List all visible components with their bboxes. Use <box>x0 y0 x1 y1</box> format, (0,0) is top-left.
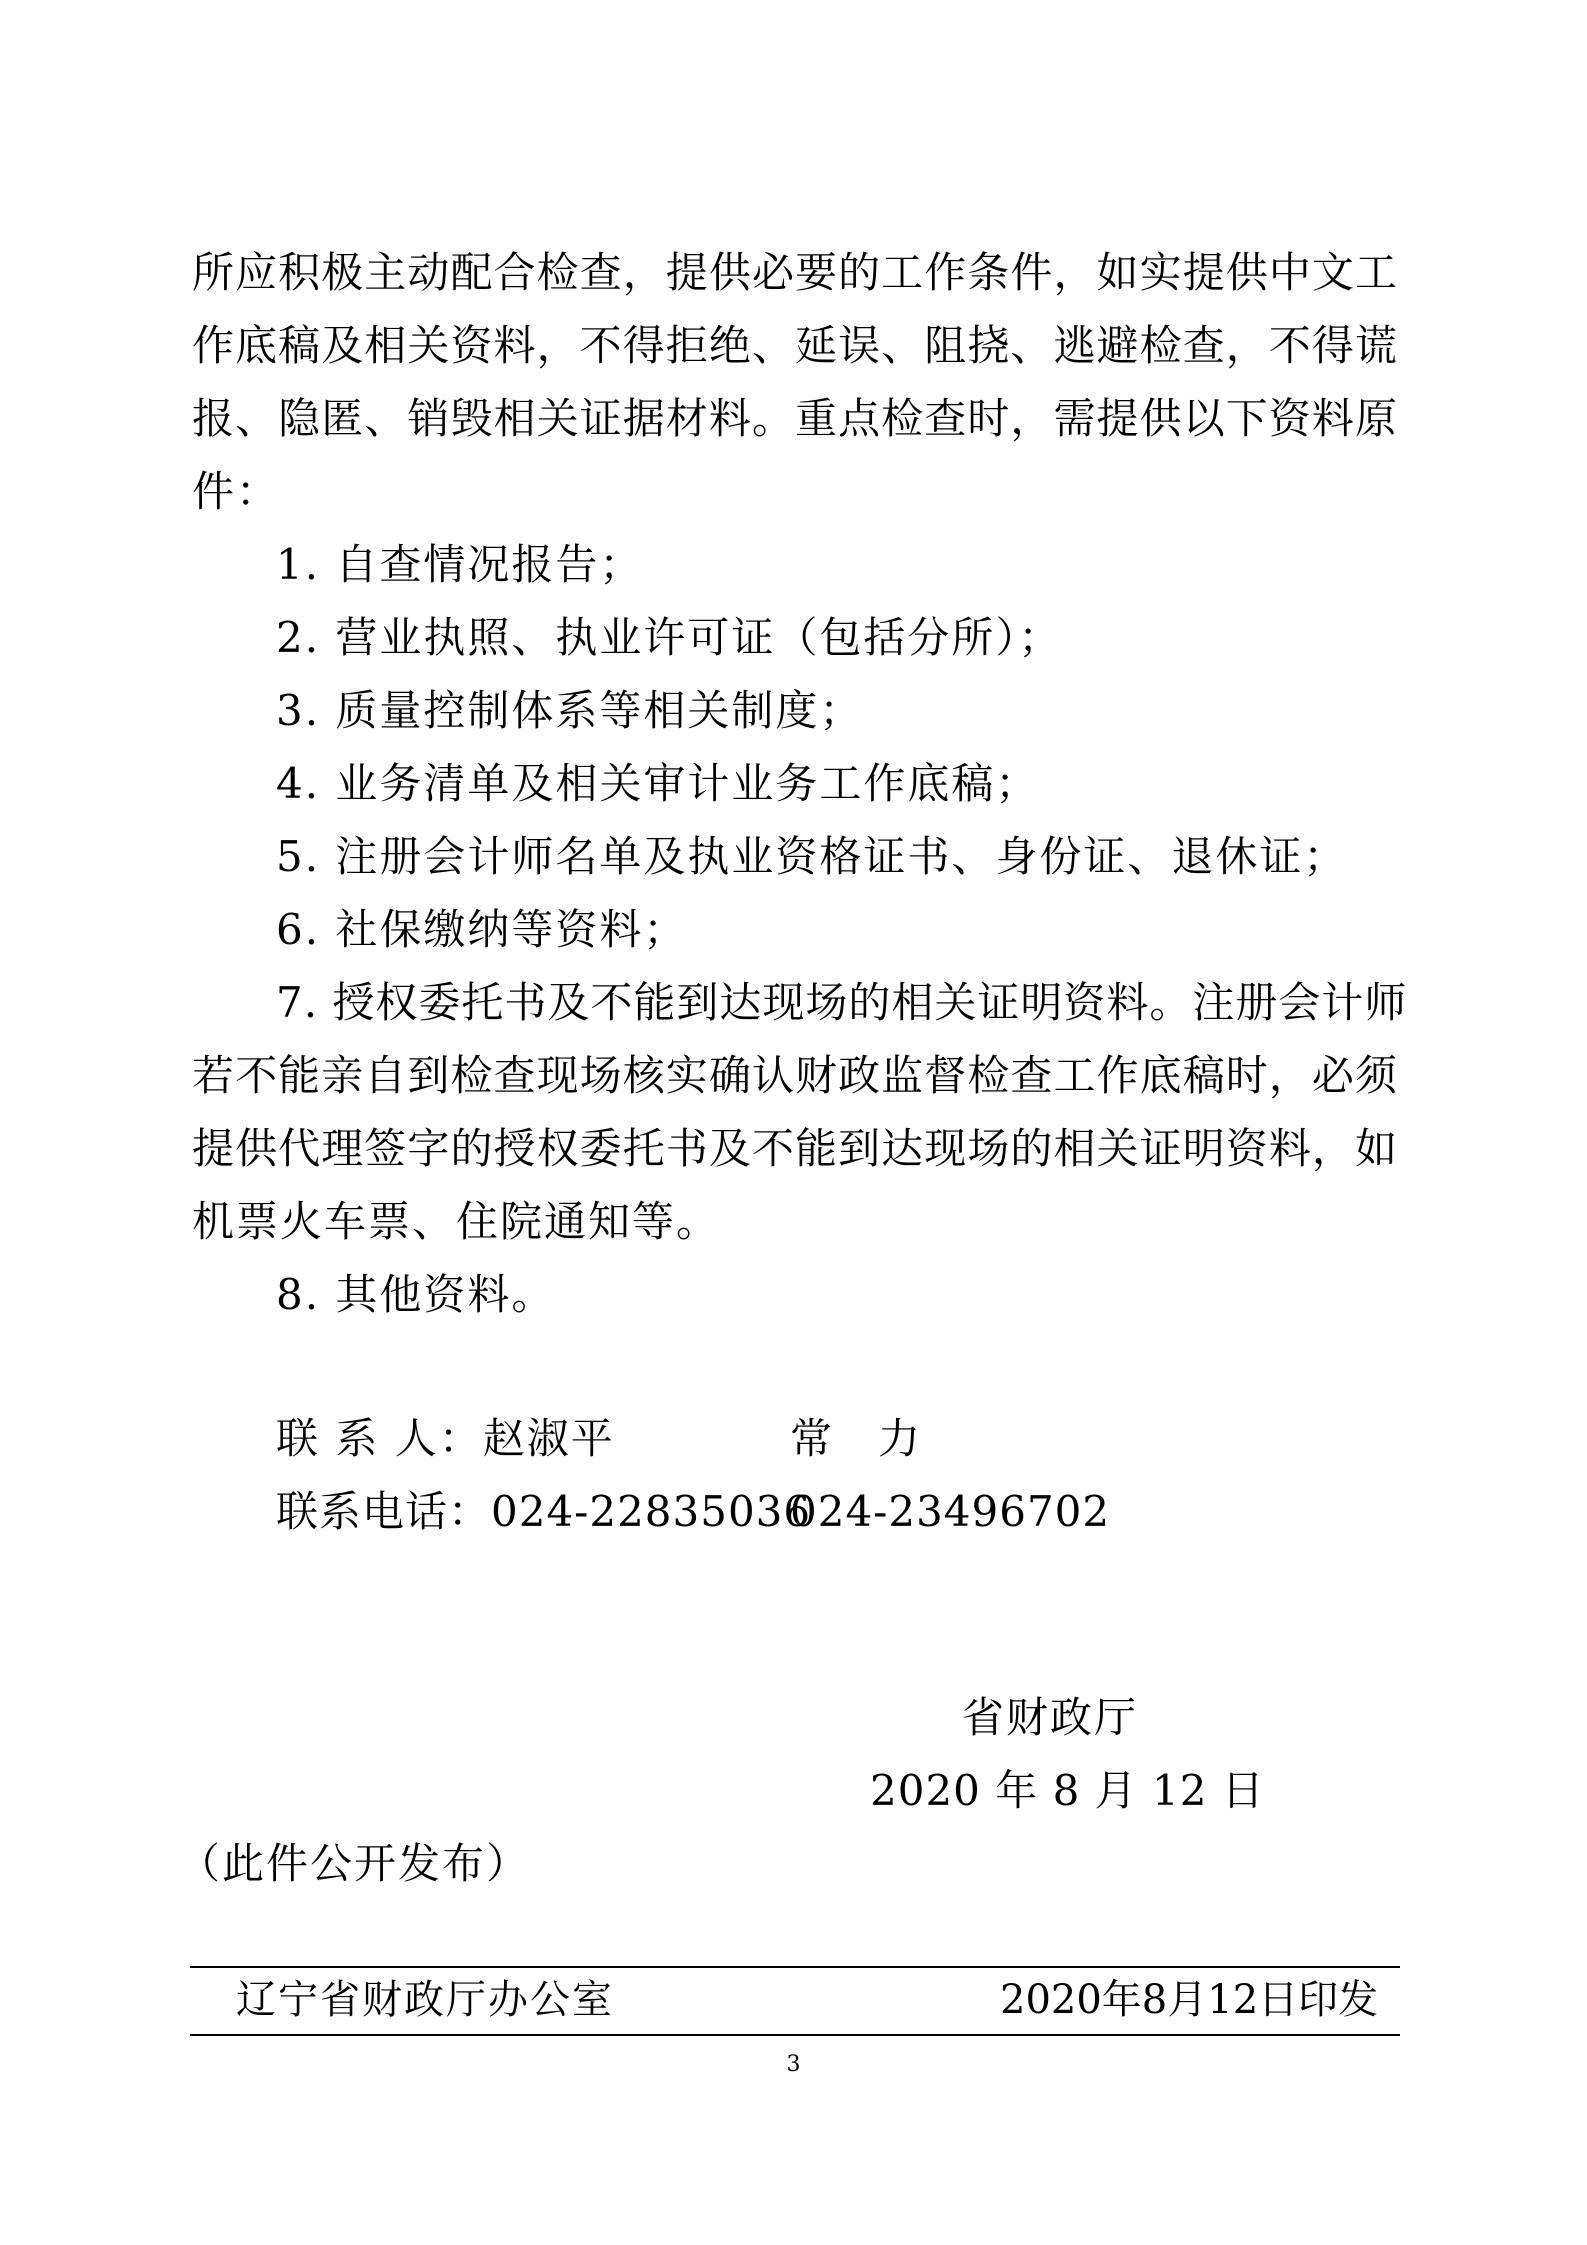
paragraph-line-3: 报、隐匿、销毁相关证据材料。重点检查时，需提供以下资料原 <box>192 394 1398 443</box>
list-item-4: 4. 业务清单及相关审计业务工作底稿； <box>276 759 1040 808</box>
contact-person-2: 常 力 <box>790 1414 923 1463</box>
footer-issuer: 辽宁省财政厅办公室 <box>236 1977 614 2023</box>
footer-top-rule <box>190 1966 1400 1968</box>
contact-phone: 联系电话：024-22835036 <box>276 1487 812 1536</box>
list-item-1: 1. 自查情况报告； <box>276 540 644 589</box>
list-item-6: 6. 社保缴纳等资料； <box>276 905 688 954</box>
list-item-5: 5. 注册会计师名单及执业资格证书、身份证、退休证； <box>276 832 1348 881</box>
page-number: 3 <box>786 2052 801 2077</box>
signature-org: 省财政厅 <box>961 1693 1138 1742</box>
footer-bottom-rule <box>190 2034 1400 2036</box>
list-item-7-line-3: 提供代理签字的授权委托书及不能到达现场的相关证明资料，如 <box>192 1124 1398 1173</box>
contact-phone-2: 024-23496702 <box>790 1487 1111 1536</box>
footer-issue-date: 2020年8月12日印发 <box>1000 1977 1379 2023</box>
paragraph-line-4: 件： <box>192 467 281 516</box>
paragraph-line-2: 作底稿及相关资料，不得拒绝、延误、阻挠、逃避检查，不得谎 <box>192 321 1398 370</box>
disclosure-note: （此件公开发布） <box>178 1839 531 1888</box>
list-item-7-line-4: 机票火车票、住院通知等。 <box>192 1197 721 1246</box>
paragraph-line-1: 所应积极主动配合检查，提供必要的工作条件，如实提供中文工 <box>192 248 1398 297</box>
list-item-7-line-1: 7. 授权委托书及不能到达现场的相关证明资料。注册会计师 <box>276 978 1408 1027</box>
list-item-2: 2. 营业执照、执业许可证（包括分所）； <box>276 613 1063 662</box>
signature-date: 2020 年 8 月 12 日 <box>870 1766 1265 1815</box>
contact-person: 联 系 人：赵淑平 <box>276 1414 615 1463</box>
list-item-8: 8. 其他资料。 <box>276 1270 556 1319</box>
list-item-7-line-2: 若不能亲自到检查现场核实确认财政监督检查工作底稿时，必须 <box>192 1051 1398 1100</box>
list-item-3: 3. 质量控制体系等相关制度； <box>276 686 864 735</box>
